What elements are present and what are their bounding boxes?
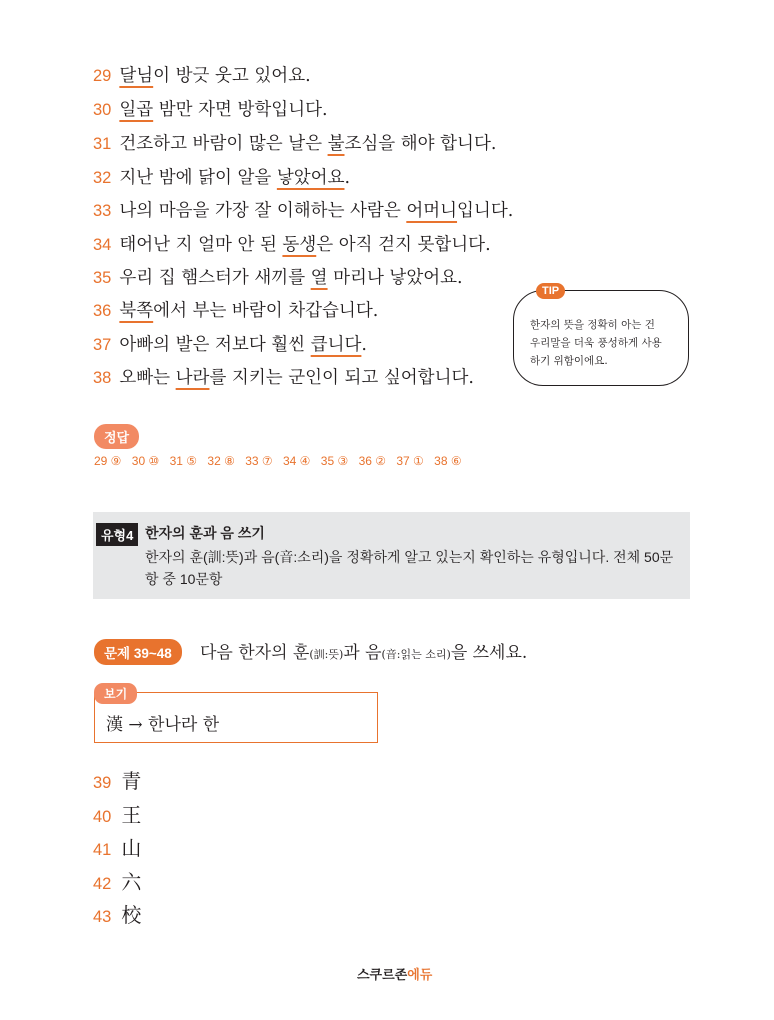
question-number: 34 [93, 236, 112, 254]
underlined-word: 동생 [282, 235, 317, 255]
hanja-question-number: 41 [93, 841, 112, 859]
question-text: 이 방긋 웃고 있어요. [153, 66, 311, 86]
hanja-question-row [93, 765, 141, 794]
question-text: 지난 밤에 닭이 알을 [119, 168, 277, 188]
problem-instruction [200, 638, 527, 663]
question-number: 30 [93, 101, 112, 119]
underlined-word: 어머니 [406, 201, 458, 221]
answer-item: 33 ⑦ [245, 454, 273, 468]
question-text: 나의 마음을 가장 잘 이해하는 사람은 [119, 201, 407, 221]
question-text: 조심을 해야 합니다. [344, 134, 497, 154]
logo-text-main: 스쿠르존 [357, 967, 408, 982]
question-text: 은 아직 걷지 못합니다. [316, 235, 491, 255]
question-text: 에서 부는 바람이 차갑습니다. [153, 301, 379, 321]
underlined-word: 북쪽 [119, 301, 154, 321]
logo-text-accent: 에듀 [407, 967, 433, 982]
answer-item: 36 ② [358, 454, 387, 468]
question-number: 33 [93, 202, 112, 220]
hanja-question-row [93, 899, 141, 928]
problem-note-1: (訓:뜻) [309, 648, 344, 661]
underlined-word: 낳았어요 [276, 168, 345, 188]
question-text: 를 지키는 군인이 되고 싶어합니다. [209, 368, 474, 388]
hanja-character: 校 [121, 903, 142, 927]
type-badge: 유형4 [96, 523, 138, 546]
tip-text [530, 316, 690, 370]
answer-item: 30 ⑩ [131, 454, 160, 468]
type-title: 한자의 훈과 음 쓰기 [145, 525, 265, 541]
question-text: 입니다. [457, 201, 514, 221]
underlined-word: 달님 [119, 66, 154, 86]
underlined-word: 나라 [175, 368, 210, 388]
question-number: 38 [93, 369, 112, 387]
question-text: 아빠의 발은 저보다 훨씬 [119, 335, 311, 355]
answer-item: 32 ⑧ [207, 454, 235, 468]
answer-item: 31 ⑤ [169, 454, 198, 468]
question-row [93, 132, 496, 156]
question-text: 건조하고 바람이 많은 날은 [119, 134, 328, 154]
example-text: 漢 → 한나라 한 [106, 715, 220, 735]
hanja-question-number: 42 [93, 875, 112, 893]
type-description: 한자의 훈(訓:뜻)과 음(音:소리)을 정확하게 알고 있는지 확인하는 유형입니다. 전체 50문항 중 10문항 [145, 549, 674, 587]
question-text: 태어난 지 얼마 안 된 [119, 235, 283, 255]
hanja-character: 王 [121, 803, 142, 827]
problem-text-2: 과 음 [343, 643, 382, 663]
question-number: 35 [93, 269, 112, 287]
underlined-word: 열 [310, 268, 328, 288]
tip-line: 우리말을 더욱 풍성하게 사용 [530, 337, 662, 349]
question-row [93, 333, 367, 357]
question-row [93, 233, 491, 257]
hanja-question-number: 43 [93, 908, 112, 926]
problem-text-1: 다음 한자의 훈 [200, 643, 310, 663]
underlined-word: 큽니다 [310, 335, 362, 355]
question-row [93, 366, 474, 390]
tip-badge: TIP [536, 283, 565, 299]
hanja-character: 青 [121, 769, 142, 793]
hanja-question-row [93, 832, 141, 861]
question-text: 밤만 자면 방학입니다. [153, 100, 328, 120]
tip-line: 한자의 뜻을 정확히 아는 건 [530, 319, 655, 331]
answer-item: 37 ① [396, 454, 424, 468]
hanja-question-row [93, 799, 141, 828]
question-row [93, 166, 350, 190]
tip-line: 하기 위함이에요. [530, 355, 608, 367]
answer-item: 38 ⑥ [434, 454, 462, 468]
question-row [93, 98, 328, 122]
question-row [93, 299, 378, 323]
underlined-word: 일곱 [119, 100, 154, 120]
answer-badge: 정답 [94, 424, 139, 449]
problem-note-2: (音:읽는 소리) [381, 648, 451, 661]
underlined-word: 불 [327, 134, 345, 154]
question-number: 29 [93, 67, 112, 85]
question-row [93, 266, 463, 290]
publisher-logo [357, 964, 432, 983]
question-text: . [361, 335, 367, 355]
hanja-question-number: 40 [93, 808, 112, 826]
question-text: . [344, 168, 351, 188]
answer-item: 34 ④ [282, 454, 311, 468]
problem-text-3: 을 쓰세요. [450, 643, 528, 663]
question-row [93, 199, 513, 223]
question-text: 오빠는 [119, 368, 176, 388]
question-number: 31 [93, 135, 112, 153]
example-badge: 보기 [94, 683, 137, 704]
hanja-question-number: 39 [93, 774, 112, 792]
question-number: 37 [93, 336, 112, 354]
question-number: 32 [93, 169, 112, 187]
question-text: 우리 집 햄스터가 새끼를 [119, 268, 311, 288]
answer-list [94, 454, 469, 468]
hanja-character: 六 [121, 870, 142, 894]
problem-badge: 문제 39~48 [94, 639, 182, 665]
question-number: 36 [93, 302, 112, 320]
hanja-character: 山 [121, 836, 142, 860]
hanja-question-row [93, 866, 141, 895]
answer-item: 29 ⑨ [94, 454, 122, 468]
question-text: 마리나 낳았어요. [327, 268, 463, 288]
answer-item: 35 ③ [320, 454, 349, 468]
question-row [93, 64, 311, 88]
